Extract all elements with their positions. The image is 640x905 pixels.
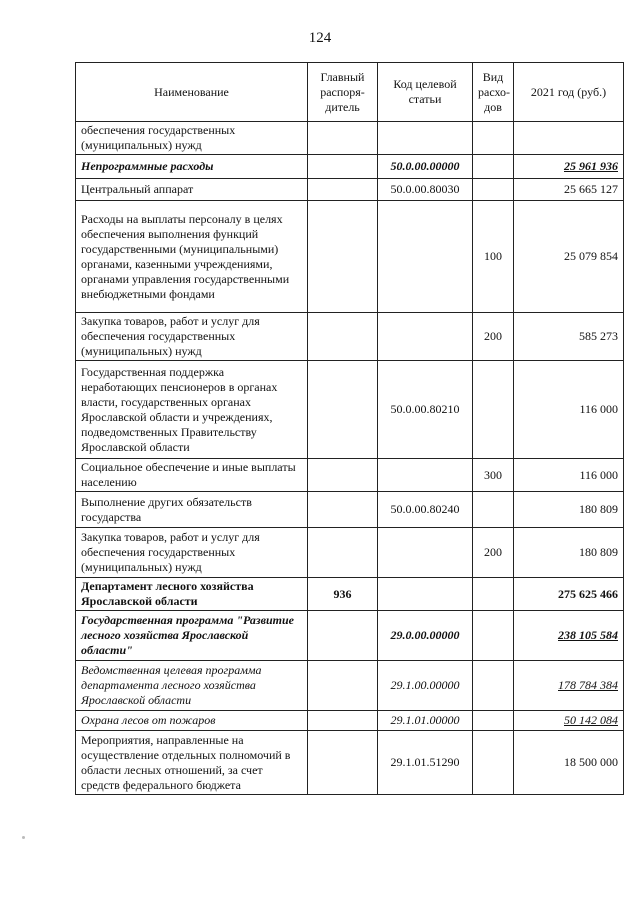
table-row bbox=[76, 731, 624, 795]
table-row bbox=[76, 179, 624, 201]
cell-name: Ведомственная целевая программа департамента лесного хозяйства Ярославской области bbox=[76, 661, 308, 711]
budget-table bbox=[75, 62, 624, 795]
header-amount: 2021 год (руб.) bbox=[514, 63, 624, 122]
cell-kind: 200 bbox=[473, 528, 514, 578]
cell-amount: 585 273 bbox=[514, 313, 624, 361]
cell-code: 29.1.00.00000 bbox=[378, 661, 473, 711]
cell-kind bbox=[473, 578, 514, 611]
cell-code: 29.1.01.51290 bbox=[378, 731, 473, 795]
cell-amount: 238 105 584 bbox=[514, 611, 624, 661]
cell-amount: 180 809 bbox=[514, 528, 624, 578]
cell-admin bbox=[308, 313, 378, 361]
cell-code: 50.0.00.00000 bbox=[378, 155, 473, 179]
cell-name: Расходы на выплаты персоналу в целях обеспечения выполнения функций государственными (муниципальными) органами, казенными учреждениями, органами управления государственными внебюджетными фондами bbox=[76, 201, 308, 313]
cell-kind: 100 bbox=[473, 201, 514, 313]
cell-amount: 25 079 854 bbox=[514, 201, 624, 313]
cell-code bbox=[378, 459, 473, 492]
cell-admin bbox=[308, 492, 378, 528]
cell-amount: 180 809 bbox=[514, 492, 624, 528]
cell-kind bbox=[473, 611, 514, 661]
table-row bbox=[76, 578, 624, 611]
cell-kind bbox=[473, 731, 514, 795]
cell-name: Закупка товаров, работ и услуг для обеспечения государственных (муниципальных) нужд bbox=[76, 528, 308, 578]
cell-name: Департамент лесного хозяйства Ярославской области bbox=[76, 578, 308, 611]
cell-name: Непрограммные расходы bbox=[76, 155, 308, 179]
cell-amount bbox=[514, 122, 624, 155]
cell-code bbox=[378, 313, 473, 361]
cell-amount: 25 665 127 bbox=[514, 179, 624, 201]
cell-admin bbox=[308, 661, 378, 711]
header-code: Код целевой статьи bbox=[378, 63, 473, 122]
cell-kind bbox=[473, 492, 514, 528]
cell-code: 50.0.00.80210 bbox=[378, 361, 473, 459]
header-name: Наименование bbox=[76, 63, 308, 122]
cell-name: Социальное обеспечение и иные выплаты населению bbox=[76, 459, 308, 492]
page-number: 124 bbox=[308, 30, 332, 46]
cell-admin bbox=[308, 179, 378, 201]
cell-name: Мероприятия, направленные на осуществление отдельных полномочий в области лесных отношений, за счет средств федерального бюджета bbox=[76, 731, 308, 795]
cell-amount: 275 625 466 bbox=[514, 578, 624, 611]
cell-code: 50.0.00.80240 bbox=[378, 492, 473, 528]
cell-amount: 116 000 bbox=[514, 361, 624, 459]
table-row bbox=[76, 459, 624, 492]
cell-code: 29.1.01.00000 bbox=[378, 711, 473, 731]
table-row bbox=[76, 711, 624, 731]
cell-amount: 18 500 000 bbox=[514, 731, 624, 795]
cell-code bbox=[378, 578, 473, 611]
cell-admin bbox=[308, 711, 378, 731]
cell-kind bbox=[473, 661, 514, 711]
cell-admin bbox=[308, 528, 378, 578]
cell-code: 50.0.00.80030 bbox=[378, 179, 473, 201]
table-row bbox=[76, 661, 624, 711]
cell-admin bbox=[308, 361, 378, 459]
cell-code bbox=[378, 528, 473, 578]
margin-mark bbox=[22, 836, 25, 839]
cell-admin: 936 bbox=[308, 578, 378, 611]
cell-code bbox=[378, 122, 473, 155]
cell-kind bbox=[473, 122, 514, 155]
cell-name: Выполнение других обязательств государства bbox=[76, 492, 308, 528]
cell-kind bbox=[473, 361, 514, 459]
table-row bbox=[76, 611, 624, 661]
table-row bbox=[76, 528, 624, 578]
table-row bbox=[76, 492, 624, 528]
cell-amount: 25 961 936 bbox=[514, 155, 624, 179]
table-row bbox=[76, 361, 624, 459]
cell-code: 29.0.00.00000 bbox=[378, 611, 473, 661]
cell-admin bbox=[308, 459, 378, 492]
cell-name: Государственная программа "Развитие лесного хозяйства Ярославской области" bbox=[76, 611, 308, 661]
cell-code bbox=[378, 201, 473, 313]
table-row bbox=[76, 155, 624, 179]
header-kind: Вид расхо-дов bbox=[473, 63, 514, 122]
cell-admin bbox=[308, 155, 378, 179]
cell-amount: 178 784 384 bbox=[514, 661, 624, 711]
cell-kind bbox=[473, 179, 514, 201]
cell-amount: 50 142 084 bbox=[514, 711, 624, 731]
cell-admin bbox=[308, 201, 378, 313]
cell-admin bbox=[308, 122, 378, 155]
cell-kind bbox=[473, 711, 514, 731]
cell-name: Закупка товаров, работ и услуг для обеспечения государственных (муниципальных) нужд bbox=[76, 313, 308, 361]
cell-admin bbox=[308, 611, 378, 661]
table-header-row bbox=[76, 63, 624, 122]
cell-name: Государственная поддержка неработающих пенсионеров в органах власти, государственных органах Ярославской области и учреждениях, подведомственных Правительству Ярославской области bbox=[76, 361, 308, 459]
cell-name: Центральный аппарат bbox=[76, 179, 308, 201]
table-row bbox=[76, 313, 624, 361]
cell-kind: 300 bbox=[473, 459, 514, 492]
cell-kind bbox=[473, 155, 514, 179]
table-row bbox=[76, 122, 624, 155]
cell-name: обеспечения государственных (муниципальных) нужд bbox=[76, 122, 308, 155]
table-row bbox=[76, 201, 624, 313]
cell-name: Охрана лесов от пожаров bbox=[76, 711, 308, 731]
table-body bbox=[76, 122, 624, 795]
cell-kind: 200 bbox=[473, 313, 514, 361]
cell-admin bbox=[308, 731, 378, 795]
header-admin: Главный распоря-дитель bbox=[308, 63, 378, 122]
cell-amount: 116 000 bbox=[514, 459, 624, 492]
